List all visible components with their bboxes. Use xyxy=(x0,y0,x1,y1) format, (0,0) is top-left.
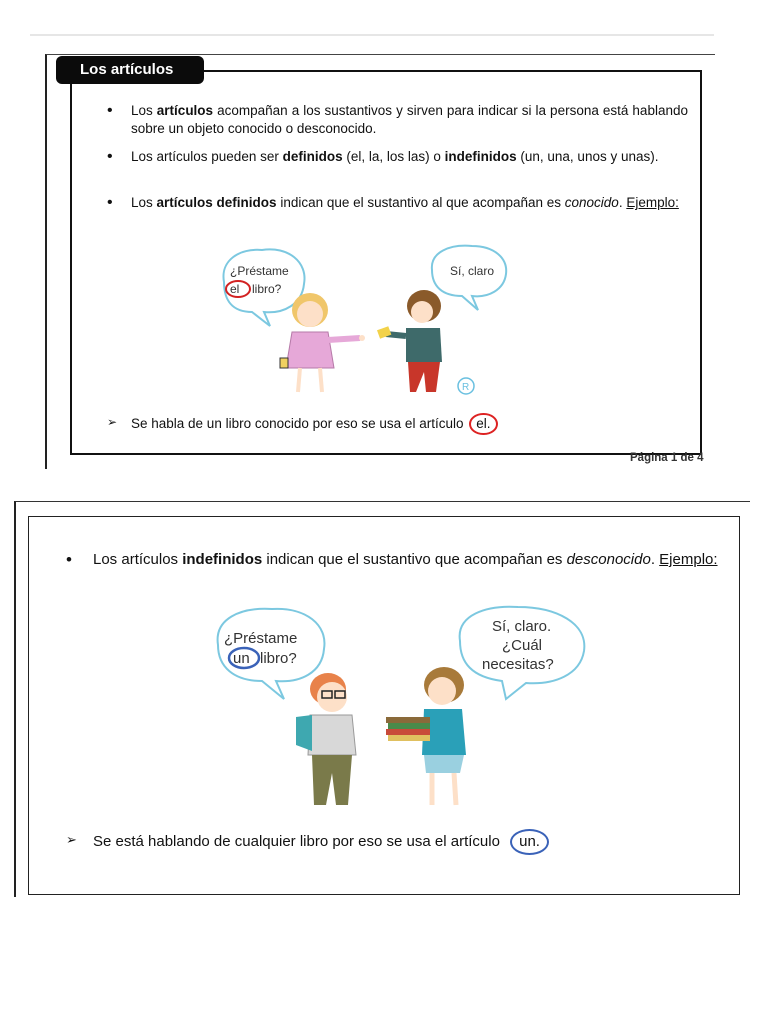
bubble-right-line2: ¿Cuál xyxy=(502,637,543,654)
girl-answering-figure xyxy=(377,290,442,392)
bubble-left-article: el xyxy=(230,282,240,296)
arrow-bullet-icon: ➢ xyxy=(66,832,77,847)
page1-bullet-2: • Los artículos pueden ser definidos (el, la, los las) o indefinidos (un, una, unos y unas). xyxy=(107,148,659,165)
page-separator-line xyxy=(30,34,714,36)
page2-illustration xyxy=(210,605,600,820)
bullet-icon: • xyxy=(107,102,113,119)
bubble-left-article: un xyxy=(233,650,250,667)
page-number-label: Página 1 de 4 xyxy=(630,452,704,464)
indefinite-article-highlight: un. xyxy=(510,829,549,855)
bubble-right-line3: necesitas? xyxy=(482,656,554,673)
watermark-letter: R xyxy=(462,382,470,393)
girl-asking-figure xyxy=(280,293,365,392)
page1-bullet-1: • Los artículos acompañan a los sustantivos y sirven para indicar si la persona está hablando sobre un objeto conocido o desconocido. xyxy=(107,102,688,136)
definite-article-highlight: el. xyxy=(469,413,497,435)
bubble-left-line1: ¿Préstame xyxy=(230,264,289,278)
bubble-left-line2: libro? xyxy=(260,650,297,667)
page1-conclusion: ➢ Se habla de un libro conocido por eso se usa el artículo el. xyxy=(131,413,691,435)
page2-conclusion: ➢ Se está hablando de cualquier libro por eso se usa el artículo un. xyxy=(93,829,713,855)
page1-illustration xyxy=(210,240,510,400)
bullet-icon: • xyxy=(107,148,113,165)
bullet-icon: • xyxy=(66,550,72,569)
page2-bullet-1: • Los artículos indefinidos indican que el sustantivo que acompañan es desconocido. Ejemplo: xyxy=(66,550,718,569)
girl-with-books-figure xyxy=(386,667,466,805)
boy-asking-figure xyxy=(296,673,356,805)
bubble-left-line1: ¿Préstame xyxy=(224,630,298,647)
page1-bullet-3: • Los artículos definidos indican que el sustantivo al que acompañan es conocido. Ejemplo: xyxy=(107,194,679,211)
bullet-icon: • xyxy=(107,194,113,211)
bubble-left-line2: libro? xyxy=(252,282,282,296)
section-title: Los artículos xyxy=(56,56,204,84)
bubble-right-line1: Sí, claro. xyxy=(492,618,552,635)
arrow-bullet-icon: ➢ xyxy=(107,415,118,429)
bubble-right-text: Sí, claro xyxy=(450,264,495,278)
